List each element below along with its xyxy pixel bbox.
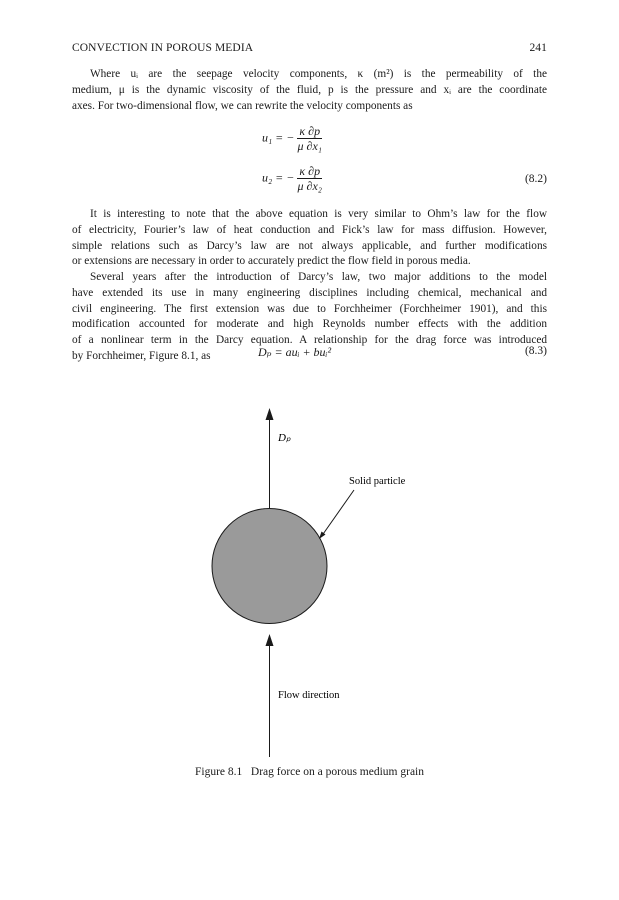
particle-leader-line (321, 490, 354, 537)
drag-force-label: Dₚ (278, 432, 291, 444)
equation-number: (8.2) (524, 173, 547, 185)
equation-number: (8.3) (524, 345, 547, 357)
equation-text: Dₚ = auᵢ + buᵢ² (258, 345, 332, 359)
text-line: Several years after the introduction of Darcy’s law, two major additions to the model (90, 271, 547, 283)
equation-lhs: u₂ = − (262, 170, 295, 185)
fraction-denominator: μ ∂x₂ (297, 179, 322, 193)
figure-caption-text: Drag force on a porous medium grain (250, 766, 424, 778)
text-line: have extended its use in many engineering disciplines including chemical, mechanical and (72, 286, 547, 299)
page-number: 241 (529, 42, 547, 54)
fraction-numerator: κ ∂p (299, 124, 321, 138)
text-line: medium, μ is the dynamic viscosity of the fluid, p is the pressure and xᵢ are the coordinate (72, 83, 547, 96)
solid-particle-label: Solid particle (349, 476, 406, 487)
text-line: It is interesting to note that the above equation is very similar to Ohm’s law for the flow (90, 208, 547, 220)
text-line: by Forchheimer, Figure 8.1, as (72, 349, 211, 362)
fraction-numerator: κ ∂p (299, 164, 321, 178)
drag-arrowhead (266, 408, 274, 420)
figure-caption (0, 766, 619, 778)
text-line: axes. For two-dimensional flow, we can rewrite the velocity components as (72, 99, 413, 112)
fraction-denominator: μ ∂x₁ (297, 139, 322, 153)
running-head-title: CONVECTION IN POROUS MEDIA (72, 42, 254, 54)
text-line: civil engineering. The first extension was due to Forchheimer (Forchheimer 1901), and this (72, 302, 547, 315)
equation-lhs: u₁ = − (262, 130, 295, 145)
figure-caption-number: Figure 8.1 (195, 766, 243, 778)
text-line: modification accounted for moderate and high Reynolds number effects with the addition (72, 318, 547, 331)
flow-direction-label: Flow direction (278, 690, 340, 701)
flow-arrowhead (266, 634, 274, 646)
text-line: of a nonlinear term in the Darcy equation. A relationship for the drag force was introduced (72, 334, 547, 347)
text-line: simple relations such as Darcy’s law are not always applicable, and further modifications (72, 239, 547, 252)
text-line: or extensions are necessary in order to accurately predict the flow field in porous media. (72, 255, 471, 268)
text-line: Where uᵢ are the seepage velocity components, κ (m²) is the permeability of the (90, 68, 547, 80)
solid-particle (212, 509, 327, 624)
text-line: of electricity, Fourier’s law of heat conduction and Fick’s law for mass diffusion. However, (72, 223, 547, 236)
